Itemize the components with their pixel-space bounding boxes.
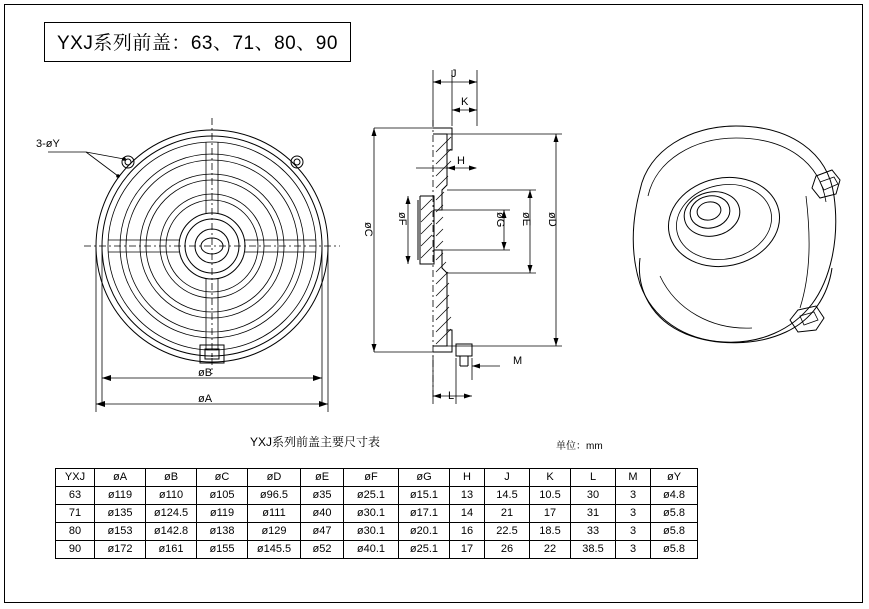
table-cell: ø172 — [95, 541, 146, 559]
table-cell: ø129 — [248, 523, 301, 541]
table-cell: 21 — [485, 505, 530, 523]
table-cell: 33 — [571, 523, 616, 541]
dimension-table — [55, 468, 698, 559]
dim-label-k: K — [461, 96, 469, 108]
table-header-cell: øB — [146, 469, 197, 487]
table-cell: ø135 — [95, 505, 146, 523]
table-cell: ø15.1 — [399, 487, 450, 505]
table-header-cell: øY — [651, 469, 698, 487]
table-cell: 10.5 — [530, 487, 571, 505]
table-header-cell: øG — [399, 469, 450, 487]
table-cell: ø119 — [197, 505, 248, 523]
table-cell: ø30.1 — [344, 505, 399, 523]
table-cell: ø96.5 — [248, 487, 301, 505]
table-cell: 14 — [450, 505, 485, 523]
table-cell: ø25.1 — [399, 541, 450, 559]
table-row — [56, 541, 698, 559]
table-row — [56, 523, 698, 541]
table-header-cell: øF — [344, 469, 399, 487]
table-header-cell: øA — [95, 469, 146, 487]
dim-label-diameter-d: øD — [546, 212, 558, 227]
table-cell: ø20.1 — [399, 523, 450, 541]
table-cell: 63 — [56, 487, 95, 505]
table-header-cell: øC — [197, 469, 248, 487]
table-cell: 3 — [616, 505, 651, 523]
units-note: 单位：mm — [556, 441, 603, 452]
table-cell: 17 — [530, 505, 571, 523]
dim-label-l: L — [448, 390, 455, 402]
table-cell: ø111 — [248, 505, 301, 523]
dim-label-h: H — [457, 155, 465, 167]
table-cell: ø138 — [197, 523, 248, 541]
table-header-cell: L — [571, 469, 616, 487]
table-cell: ø124.5 — [146, 505, 197, 523]
table-cell: 22 — [530, 541, 571, 559]
table-cell: 26 — [485, 541, 530, 559]
table-cell: 22.5 — [485, 523, 530, 541]
table-header-cell: øD — [248, 469, 301, 487]
table-cell: 16 — [450, 523, 485, 541]
table-header-cell: øE — [301, 469, 344, 487]
table-header-cell: M — [616, 469, 651, 487]
dim-label-j: J — [451, 68, 457, 80]
table-cell: ø47 — [301, 523, 344, 541]
table-header-cell: H — [450, 469, 485, 487]
table-title: YXJ系列前盖主要尺寸表 — [250, 435, 381, 449]
table-header-row — [56, 469, 698, 487]
dim-label-diameter-a: øA — [198, 393, 213, 405]
table-cell: 71 — [56, 505, 95, 523]
dim-label-diameter-c: øC — [362, 222, 374, 237]
table-cell: 14.5 — [485, 487, 530, 505]
dim-label-m: M — [513, 355, 523, 367]
table-cell: ø52 — [301, 541, 344, 559]
isometric-view — [633, 126, 840, 343]
table-cell: ø40.1 — [344, 541, 399, 559]
table-cell: ø110 — [146, 487, 197, 505]
table-cell: 31 — [571, 505, 616, 523]
table-cell: ø17.1 — [399, 505, 450, 523]
table-header-cell: YXJ — [56, 469, 95, 487]
table-cell: ø105 — [197, 487, 248, 505]
table-cell: ø5.8 — [651, 523, 698, 541]
table-cell: ø5.8 — [651, 541, 698, 559]
table-cell: 80 — [56, 523, 95, 541]
table-cell: ø35 — [301, 487, 344, 505]
table-cell: ø30.1 — [344, 523, 399, 541]
table-row — [56, 487, 698, 505]
table-cell: ø161 — [146, 541, 197, 559]
table-cell: 18.5 — [530, 523, 571, 541]
table-cell: 17 — [450, 541, 485, 559]
table-cell: ø142.8 — [146, 523, 197, 541]
dim-label-diameter-e: øE — [520, 212, 532, 227]
dim-label-diameter-b: øB — [198, 367, 213, 379]
section-view — [372, 70, 563, 404]
table-cell: ø145.5 — [248, 541, 301, 559]
drawing-title: YXJ系列前盖：63、71、80、90 — [44, 22, 351, 62]
table-cell: 90 — [56, 541, 95, 559]
table-cell: ø119 — [95, 487, 146, 505]
table-cell: ø153 — [95, 523, 146, 541]
dim-label-diameter-f: øF — [396, 212, 408, 226]
table-cell: 3 — [616, 523, 651, 541]
table-header-cell: K — [530, 469, 571, 487]
table-cell: 3 — [616, 487, 651, 505]
hole-callout-label: 3-øY — [36, 138, 60, 150]
table-header-cell: J — [485, 469, 530, 487]
dim-label-diameter-g: øG — [494, 212, 506, 228]
table-row — [56, 505, 698, 523]
table-cell: ø4.8 — [651, 487, 698, 505]
table-cell: ø40 — [301, 505, 344, 523]
table-cell: ø155 — [197, 541, 248, 559]
front-view — [48, 118, 340, 412]
table-cell: 13 — [450, 487, 485, 505]
table-cell: 38.5 — [571, 541, 616, 559]
table-cell: ø5.8 — [651, 505, 698, 523]
table-cell: ø25.1 — [344, 487, 399, 505]
table-cell: 30 — [571, 487, 616, 505]
table-cell: 3 — [616, 541, 651, 559]
